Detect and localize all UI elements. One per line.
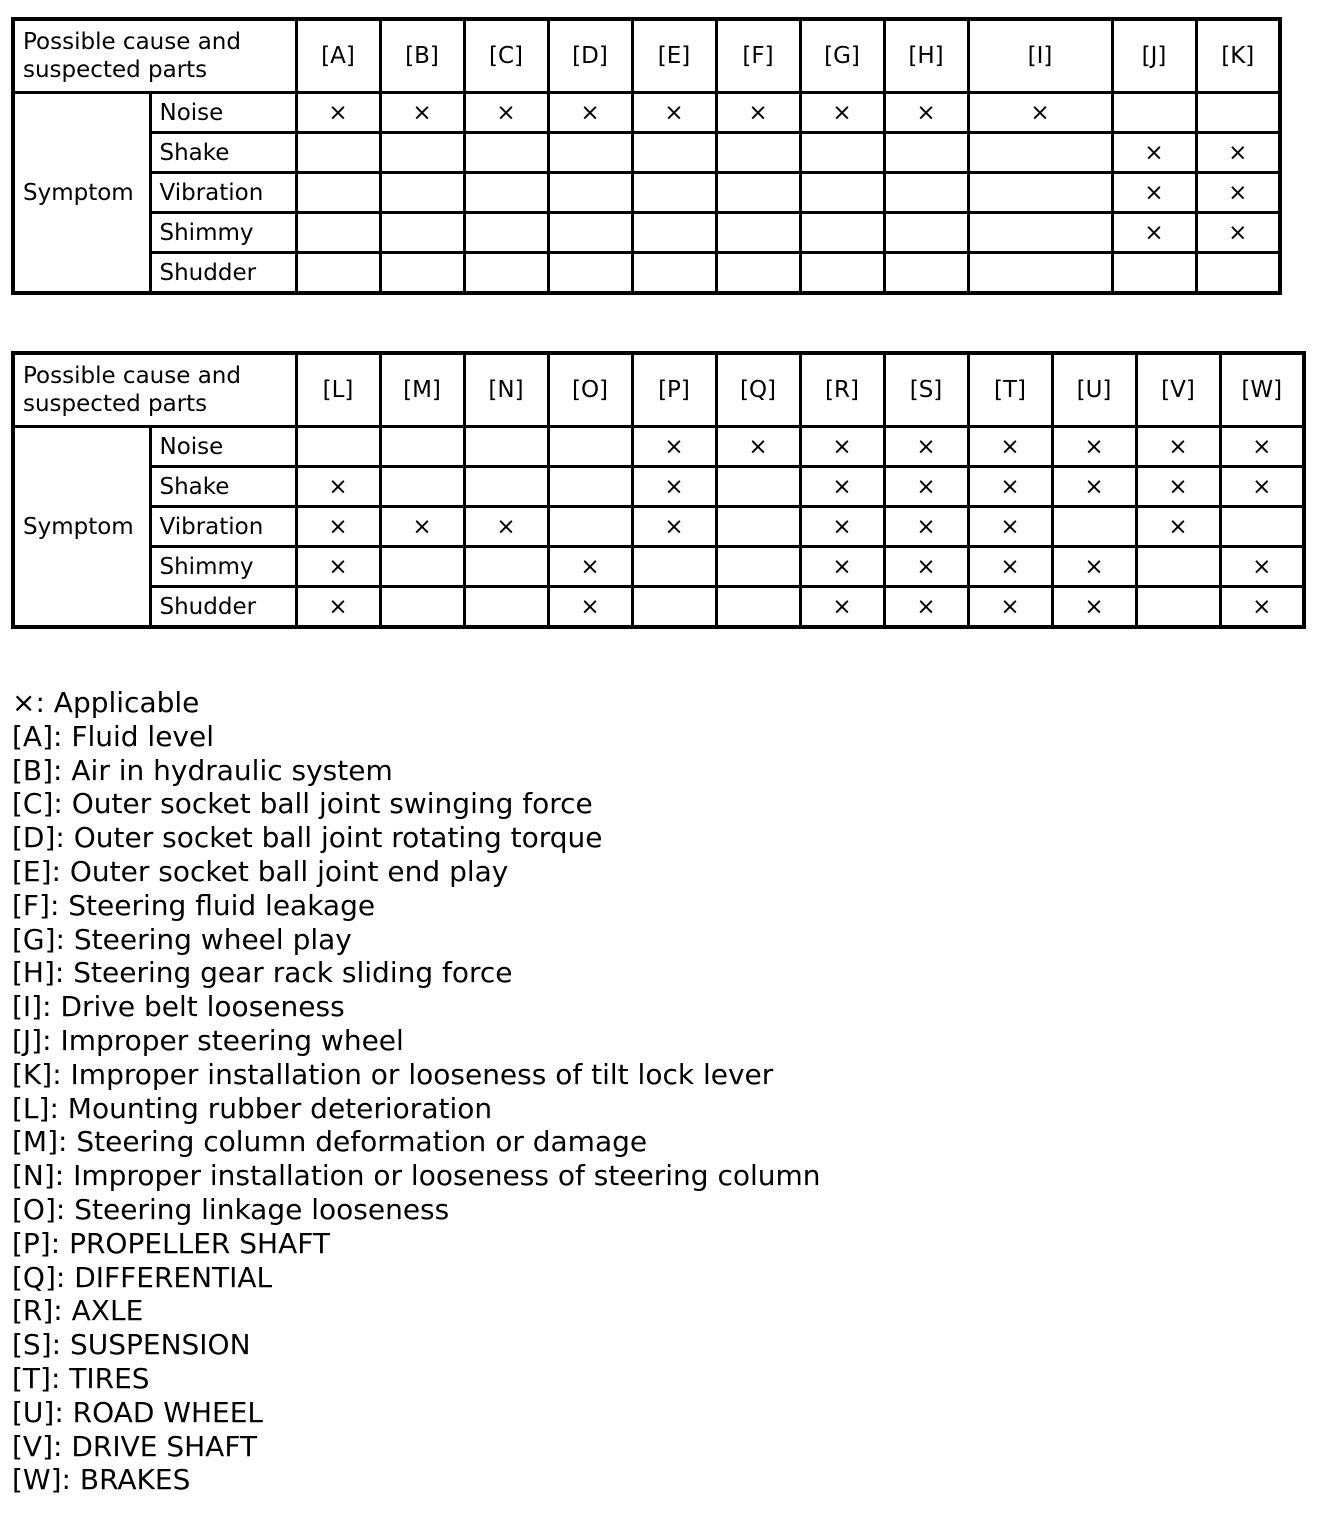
column-header: [K]	[1196, 19, 1280, 93]
applicability-cell: ×	[296, 93, 380, 133]
column-header: [E]	[632, 19, 716, 93]
applicability-cell: ×	[1112, 133, 1196, 173]
applicability-cell: ×	[716, 93, 800, 133]
applicability-cell	[380, 133, 464, 173]
applicability-cell	[548, 507, 632, 547]
table-row	[13, 93, 1280, 133]
applicability-cell: ×	[464, 93, 548, 133]
applicability-cell: ×	[464, 507, 548, 547]
applicability-cell	[632, 173, 716, 213]
applicability-cell: ×	[1220, 587, 1304, 628]
applicability-cell	[1136, 547, 1220, 587]
symptom-row-label: Shimmy	[150, 213, 296, 253]
legend-item: [T]: TIRES	[12, 1361, 150, 1395]
applicability-cell	[380, 547, 464, 587]
applicability-cell	[548, 427, 632, 467]
applicability-cell	[716, 253, 800, 294]
applicability-cell	[464, 547, 548, 587]
legend-item: [O]: Steering linkage looseness	[12, 1192, 450, 1226]
applicability-cell: ×	[1052, 427, 1136, 467]
applicability-cell	[380, 253, 464, 294]
applicability-cell	[632, 547, 716, 587]
table-row	[13, 427, 1304, 467]
column-header: [T]	[968, 353, 1052, 427]
applicability-cell	[296, 173, 380, 213]
legend-item: [U]: ROAD WHEEL	[12, 1395, 264, 1429]
legend-item: ×: Applicable	[12, 686, 200, 719]
applicability-cell: ×	[296, 587, 380, 628]
applicability-cell: ×	[716, 427, 800, 467]
applicability-cell: ×	[380, 93, 464, 133]
applicability-cell: ×	[1136, 467, 1220, 507]
column-header: [V]	[1136, 353, 1220, 427]
legend-item: [Q]: DIFFERENTIAL	[12, 1260, 273, 1294]
legend-item: [M]: Steering column deformation or damage	[12, 1125, 648, 1159]
applicability-cell	[548, 213, 632, 253]
applicability-cell: ×	[968, 427, 1052, 467]
applicability-cell	[884, 253, 968, 294]
applicability-cell: ×	[884, 93, 968, 133]
applicability-cell	[548, 173, 632, 213]
applicability-cell: ×	[632, 507, 716, 547]
table-row	[13, 587, 1304, 628]
symptom-row-label: Vibration	[150, 173, 296, 213]
applicability-cell: ×	[1136, 427, 1220, 467]
applicability-cell	[464, 253, 548, 294]
applicability-cell: ×	[1196, 213, 1280, 253]
applicability-cell: ×	[884, 467, 968, 507]
symptom-row-label: Vibration	[150, 507, 296, 547]
applicability-cell	[632, 213, 716, 253]
applicability-cell: ×	[800, 547, 884, 587]
applicability-cell	[716, 173, 800, 213]
symptom-row-label: Shudder	[150, 253, 296, 294]
column-header: [S]	[884, 353, 968, 427]
legend-item: [W]: BRAKES	[12, 1463, 191, 1497]
column-header: [P]	[632, 353, 716, 427]
column-header: [H]	[884, 19, 968, 93]
applicability-cell	[380, 213, 464, 253]
diagnosis-table-1	[11, 17, 1282, 295]
applicability-cell: ×	[884, 547, 968, 587]
applicability-cell: ×	[1196, 173, 1280, 213]
table-row	[13, 133, 1280, 173]
table-row	[13, 173, 1280, 213]
symptom-row-label: Noise	[150, 93, 296, 133]
applicability-cell	[632, 133, 716, 173]
applicability-cell	[464, 133, 548, 173]
applicability-cell: ×	[548, 587, 632, 628]
applicability-cell	[464, 427, 548, 467]
legend-item: [P]: PROPELLER SHAFT	[12, 1226, 330, 1260]
diagnosis-table-2	[11, 351, 1306, 629]
column-header: [G]	[800, 19, 884, 93]
applicability-cell	[1112, 253, 1196, 294]
applicability-cell	[464, 173, 548, 213]
applicability-cell	[800, 213, 884, 253]
column-header: [I]	[968, 19, 1112, 93]
applicability-cell: ×	[968, 507, 1052, 547]
applicability-cell	[380, 427, 464, 467]
table-row	[13, 213, 1280, 253]
applicability-cell	[548, 133, 632, 173]
applicability-cell	[800, 173, 884, 213]
legend-item: [J]: Improper steering wheel	[12, 1023, 404, 1057]
legend-item: [B]: Air in hydraulic system	[12, 753, 393, 787]
applicability-cell	[464, 213, 548, 253]
applicability-cell	[716, 587, 800, 628]
applicability-cell	[464, 587, 548, 628]
column-header: [D]	[548, 19, 632, 93]
applicability-cell: ×	[1220, 467, 1304, 507]
applicability-cell: ×	[800, 467, 884, 507]
applicability-cell: ×	[1052, 587, 1136, 628]
column-header: [M]	[380, 353, 464, 427]
applicability-cell: ×	[800, 93, 884, 133]
applicability-cell	[716, 547, 800, 587]
applicability-cell	[548, 253, 632, 294]
legend-item: [S]: SUSPENSION	[12, 1328, 251, 1362]
applicability-cell: ×	[1220, 547, 1304, 587]
symptom-row-label: Shake	[150, 467, 296, 507]
applicability-cell	[632, 587, 716, 628]
column-header: [L]	[296, 353, 380, 427]
applicability-cell: ×	[1220, 427, 1304, 467]
applicability-cell: ×	[884, 427, 968, 467]
applicability-cell	[968, 173, 1112, 213]
applicability-cell: ×	[884, 507, 968, 547]
corner-header: Possible cause and suspected parts	[13, 353, 296, 427]
applicability-cell: ×	[1136, 507, 1220, 547]
legend-item: [R]: AXLE	[12, 1294, 144, 1328]
applicability-cell: ×	[632, 427, 716, 467]
applicability-cell	[716, 467, 800, 507]
applicability-cell	[296, 427, 380, 467]
applicability-cell: ×	[800, 507, 884, 547]
legend-item: [G]: Steering wheel play	[12, 922, 352, 956]
applicability-cell	[716, 213, 800, 253]
applicability-cell: ×	[968, 587, 1052, 628]
applicability-cell: ×	[884, 587, 968, 628]
applicability-cell: ×	[1052, 547, 1136, 587]
legend-item: [C]: Outer socket ball joint swinging force	[12, 787, 593, 821]
applicability-cell: ×	[968, 93, 1112, 133]
applicability-cell: ×	[800, 587, 884, 628]
applicability-cell	[1052, 507, 1136, 547]
symptom-label: Symptom	[13, 427, 150, 628]
column-header: [R]	[800, 353, 884, 427]
column-header: [F]	[716, 19, 800, 93]
symptom-row-label: Noise	[150, 427, 296, 467]
legend-item: [V]: DRIVE SHAFT	[12, 1429, 258, 1463]
legend-item: [I]: Drive belt looseness	[12, 990, 345, 1024]
applicability-cell	[1220, 507, 1304, 547]
applicability-cell: ×	[968, 467, 1052, 507]
applicability-cell: ×	[1196, 133, 1280, 173]
applicability-cell	[1112, 93, 1196, 133]
legend-item: [K]: Improper installation or looseness of tilt lock lever	[12, 1057, 774, 1091]
applicability-cell	[296, 213, 380, 253]
column-header: [O]	[548, 353, 632, 427]
applicability-cell: ×	[380, 507, 464, 547]
symptom-row-label: Shake	[150, 133, 296, 173]
table-row	[13, 253, 1280, 294]
applicability-cell	[632, 253, 716, 294]
table-row	[13, 507, 1304, 547]
column-header: [B]	[380, 19, 464, 93]
table-row	[13, 467, 1304, 507]
applicability-cell: ×	[800, 427, 884, 467]
applicability-cell	[800, 133, 884, 173]
column-header: [Q]	[716, 353, 800, 427]
legend-item: [H]: Steering gear rack sliding force	[12, 956, 513, 990]
legend-item: [E]: Outer socket ball joint end play	[12, 854, 509, 888]
symptom-row-label: Shimmy	[150, 547, 296, 587]
applicability-cell: ×	[632, 93, 716, 133]
applicability-cell: ×	[548, 547, 632, 587]
applicability-cell	[380, 173, 464, 213]
applicability-cell: ×	[1112, 213, 1196, 253]
applicability-cell: ×	[296, 467, 380, 507]
legend-item: [D]: Outer socket ball joint rotating torque	[12, 821, 603, 855]
applicability-cell	[1196, 93, 1280, 133]
applicability-cell	[1196, 253, 1280, 294]
applicability-cell	[884, 133, 968, 173]
symptom-row-label: Shudder	[150, 587, 296, 628]
applicability-cell	[800, 253, 884, 294]
legend-item: [L]: Mounting rubber deterioration	[12, 1091, 493, 1125]
legend-item: [A]: Fluid level	[12, 719, 215, 753]
column-header: [W]	[1220, 353, 1304, 427]
applicability-cell: ×	[968, 547, 1052, 587]
legend-item: [N]: Improper installation or looseness of steering column	[12, 1159, 821, 1193]
applicability-cell	[380, 587, 464, 628]
column-header: [A]	[296, 19, 380, 93]
applicability-cell: ×	[296, 547, 380, 587]
applicability-cell	[380, 467, 464, 507]
table-row	[13, 547, 1304, 587]
applicability-cell	[716, 133, 800, 173]
column-header: [N]	[464, 353, 548, 427]
applicability-cell	[968, 253, 1112, 294]
applicability-cell	[716, 507, 800, 547]
symptom-label: Symptom	[13, 93, 150, 294]
applicability-cell: ×	[632, 467, 716, 507]
applicability-cell: ×	[1052, 467, 1136, 507]
applicability-cell	[464, 467, 548, 507]
column-header: [U]	[1052, 353, 1136, 427]
column-header: [J]	[1112, 19, 1196, 93]
corner-header: Possible cause and suspected parts	[13, 19, 296, 93]
applicability-cell	[296, 253, 380, 294]
applicability-cell: ×	[548, 93, 632, 133]
applicability-cell	[968, 213, 1112, 253]
legend-item: [F]: Steering fluid leakage	[12, 888, 376, 922]
applicability-cell	[884, 213, 968, 253]
applicability-cell	[1136, 587, 1220, 628]
applicability-cell	[968, 133, 1112, 173]
legend-list	[12, 686, 821, 1497]
applicability-cell: ×	[1112, 173, 1196, 213]
applicability-cell: ×	[296, 507, 380, 547]
applicability-cell	[884, 173, 968, 213]
column-header: [C]	[464, 19, 548, 93]
applicability-cell	[548, 467, 632, 507]
applicability-cell	[296, 133, 380, 173]
